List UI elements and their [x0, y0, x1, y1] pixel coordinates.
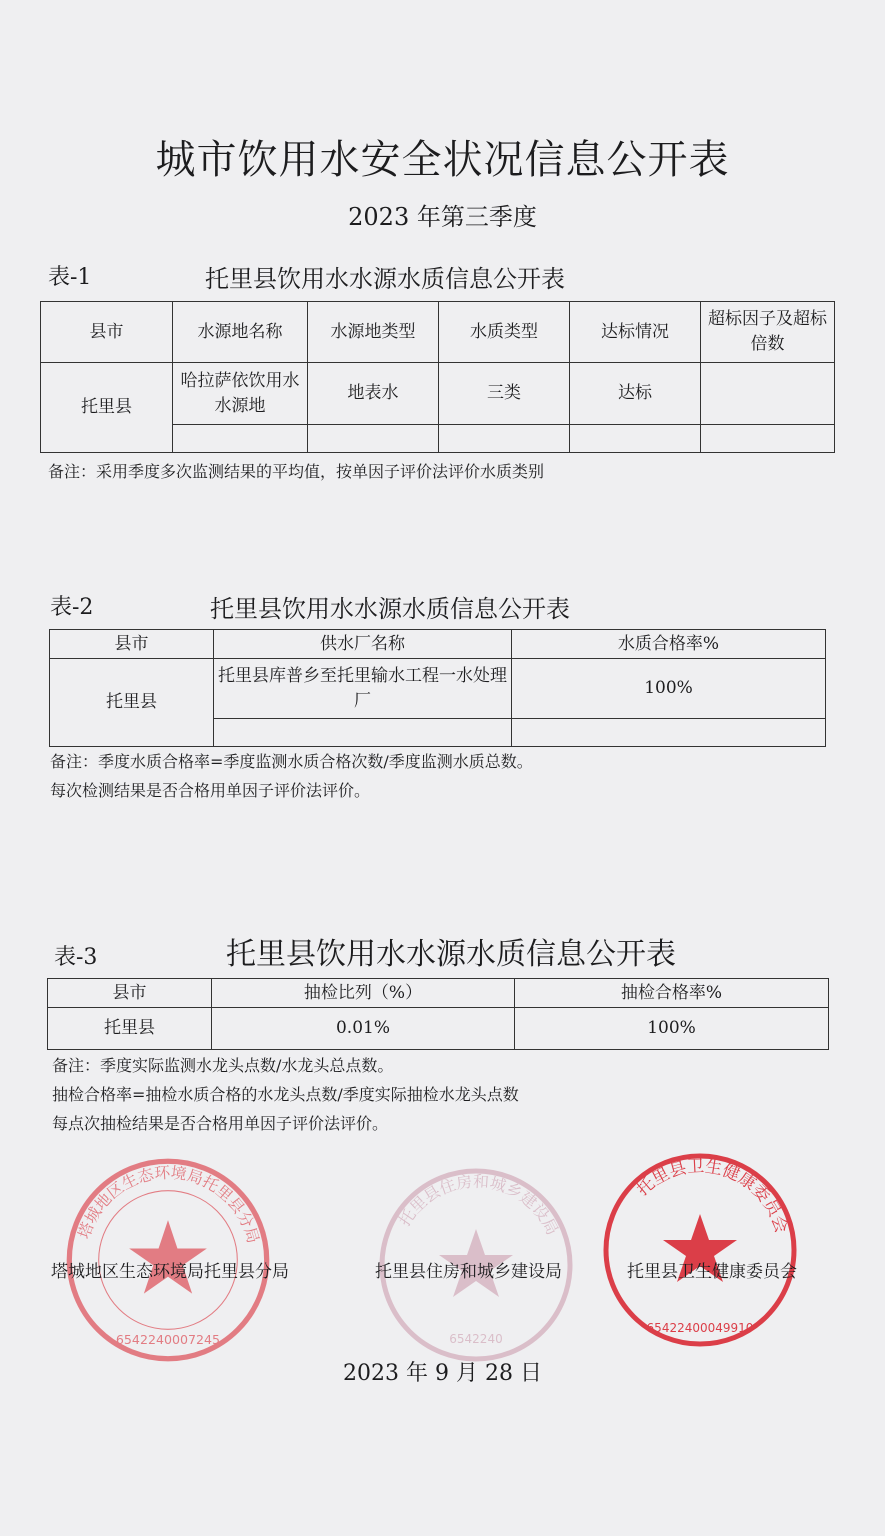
empty-cell [173, 425, 308, 453]
signature-org-1: 塔城地区生态环境局托里县分局 [51, 1262, 289, 1282]
table1-note: 备注：采用季度多次监测结果的平均值，按单因子评价法评价水质类别 [48, 462, 545, 481]
table3-cell-rate: 100% [515, 1008, 829, 1050]
empty-cell [214, 719, 512, 747]
seal-stamp-3 [600, 1150, 800, 1350]
table1-header-quality-type: 水质类型 [439, 302, 570, 363]
table2-header-row [50, 630, 826, 659]
table1-header-compliance: 达标情况 [570, 302, 701, 363]
svg-text:6542240007245: 6542240007245 [115, 1332, 221, 1347]
table2-cell-rate: 100% [512, 659, 826, 719]
svg-text:65422400049910: 65422400049910 [646, 1321, 754, 1335]
table3-caption: 托里县饮用水水源水质信息公开表 [226, 937, 676, 972]
table1-cell-source-type: 地表水 [308, 363, 439, 425]
svg-text:托里县卫生健康委员会: 托里县卫生健康委员会 [633, 1156, 792, 1236]
table3-cell-county: 托里县 [48, 1008, 212, 1050]
table1-cell-county: 托里县 [41, 363, 173, 453]
table-row [50, 659, 826, 719]
empty-cell [439, 425, 570, 453]
table2-note-2: 每次检测结果是否合格用单因子评价法评价。 [50, 781, 371, 800]
table1-header-source-name: 水源地名称 [173, 302, 308, 363]
table2-cell-plant: 托里县库普乡至托里输水工程一水处理厂 [214, 659, 512, 719]
table2-header-county: 县市 [50, 630, 214, 659]
table1-header-row [41, 302, 835, 363]
table1-header-source-type: 水源地类型 [308, 302, 439, 363]
table1 [40, 301, 835, 453]
document-date: 2023 年 9 月 28 日 [343, 1361, 542, 1386]
table2-cell-county: 托里县 [50, 659, 214, 747]
table1-label: 表-1 [48, 265, 92, 290]
table1-cell-source-name: 哈拉萨依饮用水水源地 [173, 363, 308, 425]
empty-cell [308, 425, 439, 453]
table3-note-3: 每点次抽检结果是否合格用单因子评价法评价。 [52, 1114, 389, 1133]
table-row [41, 363, 835, 425]
svg-text:托里县住房和城乡建设局: 托里县住房和城乡建设局 [394, 1171, 563, 1239]
signature-org-2: 托里县住房和城乡建设局 [375, 1262, 562, 1282]
table3-cell-ratio: 0.01% [212, 1008, 515, 1050]
table1-cell-exceed [701, 363, 835, 425]
table2-label: 表-2 [50, 595, 94, 620]
svg-text:塔城地区生态环境局托里县分局: 塔城地区生态环境局托里县分局 [74, 1162, 264, 1246]
table3-header-row [48, 979, 829, 1008]
page-title: 城市饮用水安全状况信息公开表 [155, 137, 730, 183]
empty-cell [701, 425, 835, 453]
table3-note-1: 备注：季度实际监测水龙头点数/水龙头总点数。 [52, 1056, 394, 1075]
table3-header-county: 县市 [48, 979, 212, 1008]
table2-caption: 托里县饮用水水源水质信息公开表 [210, 595, 570, 623]
svg-text:6542240: 6542240 [449, 1332, 503, 1346]
table3-label: 表-3 [54, 945, 98, 970]
table1-cell-compliance: 达标 [570, 363, 701, 425]
page-subtitle: 2023 年第三季度 [348, 203, 537, 231]
table2-note-1: 备注：季度水质合格率=季度监测水质合格次数/季度监测水质总数。 [50, 752, 533, 771]
table3-note-2: 抽检合格率=抽检水质合格的水龙头点数/季度实际抽检水龙头点数 [52, 1085, 519, 1104]
table-row [48, 1008, 829, 1050]
table1-cell-quality-type: 三类 [439, 363, 570, 425]
table3 [47, 978, 829, 1050]
empty-cell [512, 719, 826, 747]
table1-header-exceed: 超标因子及超标倍数 [701, 302, 835, 363]
table3-header-ratio: 抽检比列（%） [212, 979, 515, 1008]
empty-cell [570, 425, 701, 453]
table2-header-rate: 水质合格率% [512, 630, 826, 659]
table2-header-plant: 供水厂名称 [214, 630, 512, 659]
table3-header-rate: 抽检合格率% [515, 979, 829, 1008]
table1-header-county: 县市 [41, 302, 173, 363]
table2 [49, 629, 826, 747]
signature-org-3: 托里县卫生健康委员会 [627, 1262, 797, 1282]
table1-caption: 托里县饮用水水源水质信息公开表 [205, 265, 565, 293]
